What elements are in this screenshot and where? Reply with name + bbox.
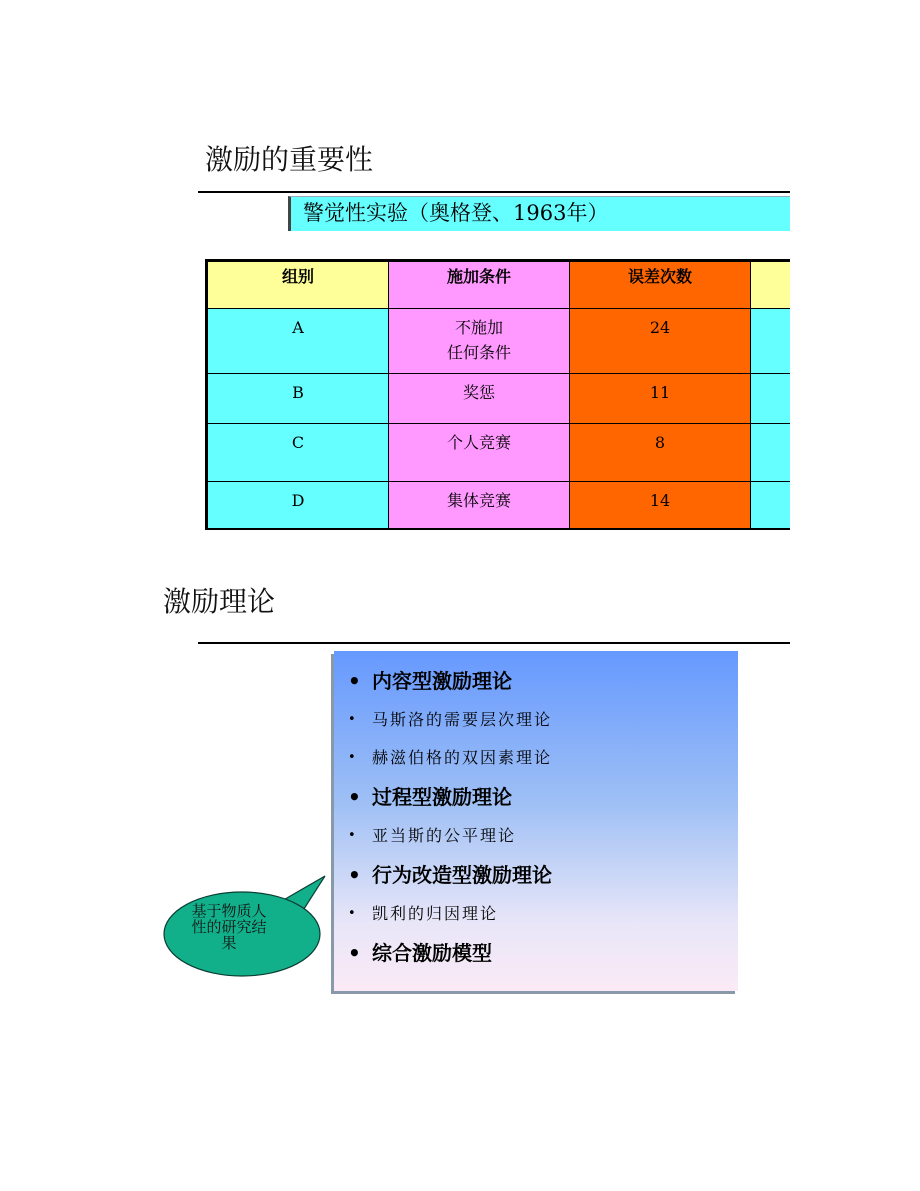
cell-extra bbox=[751, 374, 791, 424]
cell-condition: 个人竞赛 bbox=[389, 424, 570, 482]
header-extra bbox=[751, 262, 791, 309]
experiment-banner: 警觉性实验（奥格登、1963年） bbox=[288, 196, 790, 231]
header-errors: 误差次数 bbox=[570, 262, 751, 309]
cell-extra bbox=[751, 309, 791, 374]
bullet-icon: • bbox=[348, 941, 361, 965]
callout-line: 性的研究结 bbox=[191, 918, 267, 936]
theory-label: 马斯洛的需要层次理论 bbox=[372, 710, 553, 729]
cell-errors: 11 bbox=[570, 374, 751, 424]
theory-label: 综合激励模型 bbox=[372, 941, 492, 965]
experiment-table bbox=[205, 259, 790, 530]
cell-extra bbox=[751, 424, 791, 482]
bullet-icon: • bbox=[348, 669, 361, 693]
bullet-icon: • bbox=[348, 863, 361, 887]
bullet-icon: • bbox=[348, 906, 358, 921]
list-item bbox=[348, 855, 738, 895]
table-row bbox=[208, 482, 791, 531]
cell-group: D bbox=[208, 482, 389, 531]
condition-line: 不施加 bbox=[454, 318, 503, 337]
section-divider bbox=[198, 642, 790, 644]
theory-list bbox=[334, 661, 738, 973]
theory-label: 亚当斯的公平理论 bbox=[372, 826, 517, 845]
bullet-icon: • bbox=[348, 828, 358, 843]
theory-label: 行为改造型激励理论 bbox=[372, 863, 552, 887]
section-title-importance: 激励的重要性 bbox=[205, 143, 374, 176]
cell-group: B bbox=[208, 374, 389, 424]
header-condition: 施加条件 bbox=[389, 262, 570, 309]
cell-errors: 14 bbox=[570, 482, 751, 531]
bullet-icon: • bbox=[348, 785, 361, 809]
cell-errors: 8 bbox=[570, 424, 751, 482]
list-item bbox=[348, 895, 738, 933]
callout-text bbox=[165, 903, 293, 951]
cell-errors: 24 bbox=[570, 309, 751, 374]
cell-extra bbox=[751, 482, 791, 531]
table-row bbox=[208, 309, 791, 374]
bullet-icon: • bbox=[348, 712, 358, 727]
callout-line: 基于物质人 bbox=[191, 902, 267, 920]
theory-label: 凯利的归因理论 bbox=[372, 904, 499, 923]
theory-label: 赫滋伯格的双因素理论 bbox=[372, 748, 553, 767]
list-item bbox=[348, 739, 738, 777]
list-item bbox=[348, 777, 738, 817]
section-divider bbox=[198, 191, 790, 193]
list-item bbox=[348, 817, 738, 855]
list-item bbox=[348, 661, 738, 701]
list-item bbox=[348, 701, 738, 739]
cell-condition bbox=[389, 309, 570, 374]
condition-line: 任何条件 bbox=[446, 343, 511, 362]
theory-label: 内容型激励理论 bbox=[372, 669, 512, 693]
cell-group: C bbox=[208, 424, 389, 482]
table-row bbox=[208, 374, 791, 424]
section-title-theories: 激励理论 bbox=[163, 585, 276, 618]
bullet-icon: • bbox=[348, 750, 358, 765]
cell-condition: 集体竞赛 bbox=[389, 482, 570, 531]
callout-line: 果 bbox=[221, 934, 237, 952]
theory-label: 过程型激励理论 bbox=[372, 785, 512, 809]
header-group: 组别 bbox=[208, 262, 389, 309]
cell-condition: 奖惩 bbox=[389, 374, 570, 424]
table-row bbox=[208, 424, 791, 482]
cell-group: A bbox=[208, 309, 389, 374]
list-item bbox=[348, 933, 738, 973]
theory-list-box bbox=[334, 651, 738, 991]
